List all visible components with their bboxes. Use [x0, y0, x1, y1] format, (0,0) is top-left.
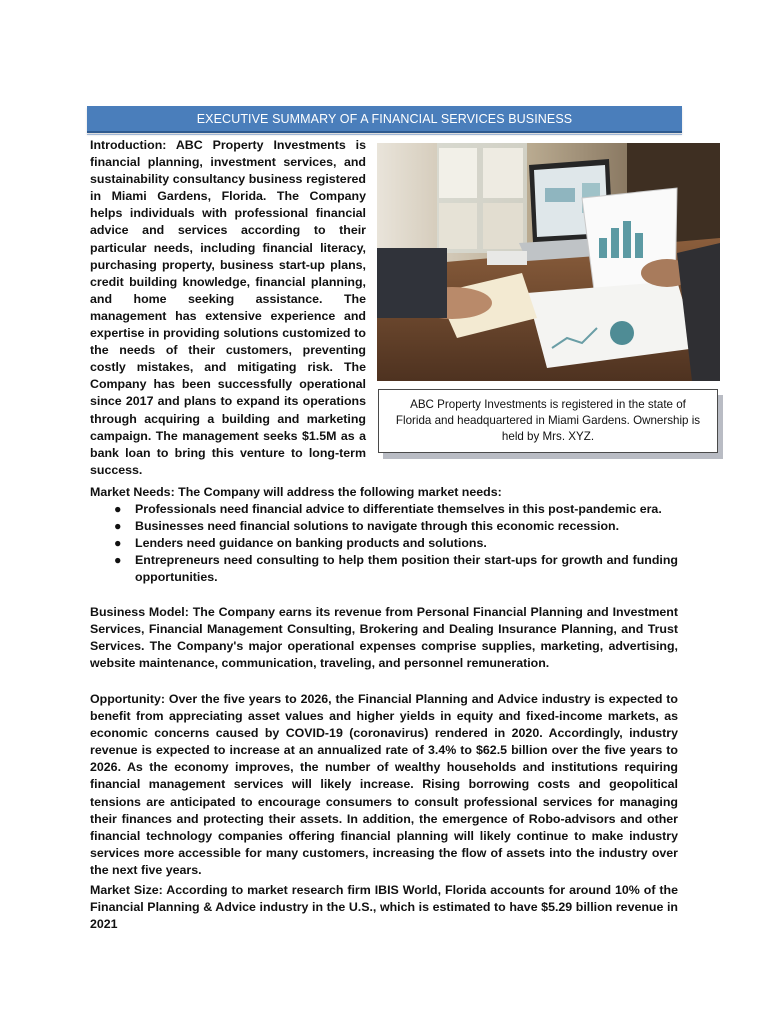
- document-title-banner: [87, 106, 682, 133]
- market-needs-list: [90, 501, 678, 586]
- opportunity-text: Over the five years to 2026, the Financial Planning and Advice industry is expected to benefit from appreciating asset values and higher yields in equity and fixed-income markets, as economic concerns caused by COVID-19 (coronavirus) rendered in 2020. Accordingly, industry revenue is expected to increase at an annualized rate of 3.4% to $62.5 billion over the five years to 2026. As the economy improves, the number of wealthy households and institutions requiring financial management services will likely increase. Rising borrowing costs and geopolitical tensions are anticipated to encourage consumers to consult professional services for managing their finances and protecting their assets. In addition, the emergence of Robo-advisors and other financial technology companies offering financial planning will likely continue to make industry services more accessible for many customers, increasing the flow of assets into the industry over the next five years.: [90, 692, 678, 877]
- photo-caption-box: [378, 389, 718, 453]
- business-model-label: Business Model:: [90, 605, 189, 619]
- title-divider: [87, 134, 682, 135]
- market-size-text: According to market research firm IBIS World, Florida accounts for around 10% of the Financial Planning & Advice industry in the U.S., which is estimated to have $5.29 billion revenue in 2021: [90, 883, 678, 932]
- list-item: [90, 518, 678, 535]
- bullet-icon: ●: [114, 519, 122, 534]
- list-item: [90, 552, 678, 586]
- photo-caption: ABC Property Investments is registered in the state of Florida and headquartered in Miami Gardens. Ownership is held by Mrs. XYZ.: [395, 398, 701, 443]
- market-needs-intro: [90, 484, 678, 501]
- introduction-text: ABC Property Investments is financial planning, investment services, and sustainability consultancy business registered in Miami Gardens, Florida. The Company helps individuals with professional financial advice and services according to their particular needs, including financial literacy, purchasing property, business start-up plans, credit building knowledge, financial planning, and home seeking assistance. The management has extensive experience and expertise in providing solutions customized to the needs of their customers, preventing costly mistakes, and mitigating risk. The Company has been successfully operational since 2017 and plans to expand its operations through acquiring a building and marketing campaign. The management seeks $1.5M as a bank loan to bring this venture to long-term success.: [90, 138, 366, 477]
- opportunity-paragraph: [90, 691, 678, 879]
- list-item: [90, 501, 678, 518]
- business-model-text: The Company earns its revenue from Personal Financial Planning and Investment Services, Financial Management Consulting, Brokering and Dealing Insurance Planning, and Trust Services. The Company's major operational expenses comprise supplies, marketing, advertising, website maintenance, communication, traveling, and personnel remuneration.: [90, 605, 678, 671]
- list-item: [90, 535, 678, 552]
- document-title: EXECUTIVE SUMMARY OF A FINANCIAL SERVICES BUSINESS: [196, 111, 573, 126]
- market-size-paragraph: [90, 882, 678, 933]
- bullet-icon: ●: [114, 553, 122, 568]
- business-meeting-illustration: [377, 143, 720, 381]
- list-item-text: Businesses need financial solutions to navigate through this economic recession.: [135, 519, 620, 534]
- introduction-label: Introduction:: [90, 138, 167, 152]
- bullet-icon: ●: [114, 536, 122, 551]
- business-model-paragraph: [90, 604, 678, 672]
- list-item-text: Lenders need guidance on banking products and solutions.: [135, 536, 487, 551]
- business-meeting-photo: [377, 143, 720, 381]
- introduction-paragraph: [90, 137, 366, 479]
- list-item-text: Professionals need financial advice to differentiate themselves in this post-pandemic era.: [135, 502, 662, 517]
- market-needs-label: Market Needs:: [90, 485, 175, 499]
- market-needs-section: [90, 484, 678, 587]
- opportunity-label: Opportunity:: [90, 692, 166, 706]
- market-needs-text: The Company will address the following market needs:: [174, 485, 502, 499]
- list-item-text: Entrepreneurs need consulting to help them position their start-ups for growth and funding opportunities.: [135, 553, 678, 585]
- market-size-label: Market Size:: [90, 883, 163, 897]
- bullet-icon: ●: [114, 502, 122, 517]
